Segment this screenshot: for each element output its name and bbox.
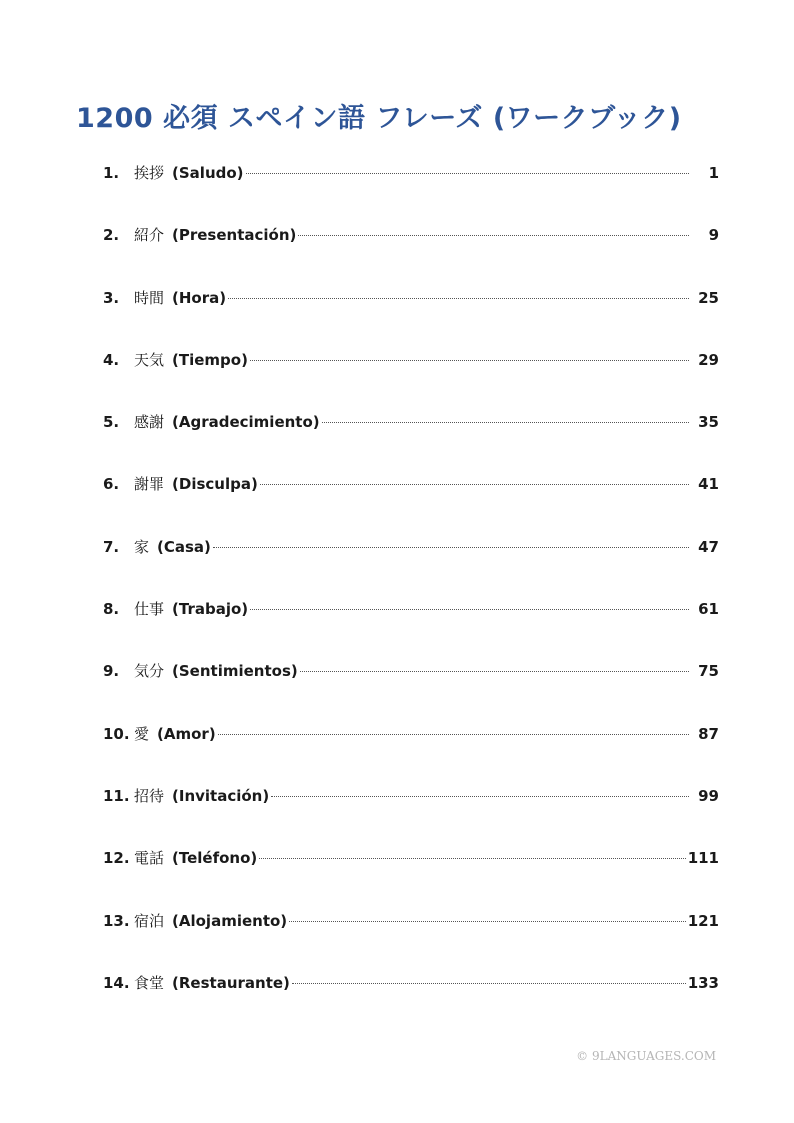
toc-entry[interactable]	[103, 403, 719, 465]
toc-entry-number: 5.	[103, 413, 120, 432]
toc-entry-number: 11.	[103, 786, 130, 805]
toc-entry-japanese: 紹介	[134, 226, 165, 245]
toc-entry-page: 29	[698, 350, 719, 369]
toc-entry[interactable]	[103, 465, 719, 527]
toc-entry-page: 35	[698, 413, 719, 432]
toc-entry-number: 4.	[103, 350, 120, 369]
toc-entry-spanish: (Invitación)	[172, 786, 270, 805]
toc-entry-spanish: (Tiempo)	[172, 350, 248, 369]
toc-entry-japanese: 謝罪	[134, 475, 165, 494]
toc-entry[interactable]	[103, 341, 719, 403]
toc-entry-number: 3.	[103, 288, 120, 307]
toc-entry-spanish: (Casa)	[157, 537, 211, 556]
toc-entry-japanese: 天気	[134, 350, 165, 369]
toc-entry-japanese: 電話	[134, 849, 165, 868]
toc-entry[interactable]	[103, 154, 719, 216]
toc-entry-spanish: (Amor)	[157, 724, 216, 743]
toc-entry-japanese: 招待	[134, 786, 165, 805]
toc-entry-spanish: (Hora)	[172, 288, 227, 307]
toc-entry-spanish: (Saludo)	[172, 164, 244, 182]
toc-entry-number: 14.	[103, 973, 130, 992]
toc-entry-page: 25	[698, 288, 719, 307]
toc-entry[interactable]	[103, 902, 719, 964]
toc-leader-dots	[218, 734, 689, 735]
toc-leader-dots	[228, 298, 689, 299]
toc-entry-page: 133	[687, 973, 719, 992]
toc-entry[interactable]	[103, 839, 719, 901]
toc-entry-page: 1	[708, 164, 719, 182]
toc-leader-dots	[246, 173, 689, 174]
page-title: 1200 必須 スペイン語 フレーズ (ワークブック)	[76, 103, 682, 135]
toc-entry-page: 99	[698, 786, 719, 805]
toc-entry[interactable]	[103, 964, 719, 1026]
toc-entry[interactable]	[103, 528, 719, 590]
toc-leader-dots	[292, 983, 686, 984]
toc-entry-spanish: (Trabajo)	[172, 600, 249, 619]
toc-entry-number: 9.	[103, 662, 120, 681]
toc-leader-dots	[322, 422, 689, 423]
copyright-footer: © 9LANGUAGES.COM	[576, 1049, 716, 1063]
toc-leader-dots	[259, 858, 685, 859]
toc-entry-spanish: (Alojamiento)	[172, 911, 288, 930]
toc-entry-spanish: (Sentimientos)	[172, 662, 298, 681]
toc-entry[interactable]	[103, 715, 719, 777]
toc-leader-dots	[298, 235, 689, 236]
toc-entry[interactable]	[103, 279, 719, 341]
toc-entry-number: 6.	[103, 475, 120, 494]
toc-entry-page: 121	[687, 911, 719, 930]
toc-entry-spanish: (Teléfono)	[172, 849, 258, 868]
toc-entry[interactable]	[103, 777, 719, 839]
toc-entry-japanese: 宿泊	[134, 911, 165, 930]
toc-entry-japanese: 気分	[134, 662, 165, 681]
toc-entry-page: 61	[698, 600, 719, 619]
toc-entry-japanese: 感謝	[134, 413, 165, 432]
toc-entry-page: 111	[687, 849, 719, 868]
toc-entry-japanese: 仕事	[134, 600, 165, 619]
toc-entry-number: 8.	[103, 600, 120, 619]
toc-entry-page: 75	[698, 662, 719, 681]
toc-leader-dots	[271, 796, 689, 797]
toc-entry-japanese: 家	[134, 537, 150, 556]
toc-leader-dots	[260, 484, 689, 485]
toc-entry[interactable]	[103, 216, 719, 278]
toc-leader-dots	[213, 547, 689, 548]
toc-entry-number: 10.	[103, 724, 130, 743]
toc-entry-spanish: (Restaurante)	[172, 973, 290, 992]
toc-entry-number: 13.	[103, 911, 130, 930]
table-of-contents	[103, 154, 719, 1026]
toc-leader-dots	[289, 921, 686, 922]
toc-entry[interactable]	[103, 590, 719, 652]
toc-entry-number: 1.	[103, 164, 120, 182]
toc-entry-spanish: (Agradecimiento)	[172, 413, 320, 432]
toc-entry[interactable]	[103, 652, 719, 714]
toc-entry-japanese: 時間	[134, 288, 165, 307]
toc-entry-spanish: (Disculpa)	[172, 475, 258, 494]
toc-leader-dots	[300, 671, 689, 672]
toc-entry-number: 2.	[103, 226, 120, 245]
toc-entry-page: 47	[698, 537, 719, 556]
toc-entry-japanese: 挨拶	[134, 164, 165, 182]
toc-entry-number: 12.	[103, 849, 130, 868]
toc-leader-dots	[250, 360, 689, 361]
toc-entry-spanish: (Presentación)	[172, 226, 297, 245]
toc-leader-dots	[250, 609, 689, 610]
toc-entry-japanese: 食堂	[134, 973, 165, 992]
toc-entry-number: 7.	[103, 537, 120, 556]
toc-entry-page: 9	[708, 226, 719, 245]
toc-entry-japanese: 愛	[134, 724, 150, 743]
toc-entry-page: 87	[698, 724, 719, 743]
toc-entry-page: 41	[698, 475, 719, 494]
